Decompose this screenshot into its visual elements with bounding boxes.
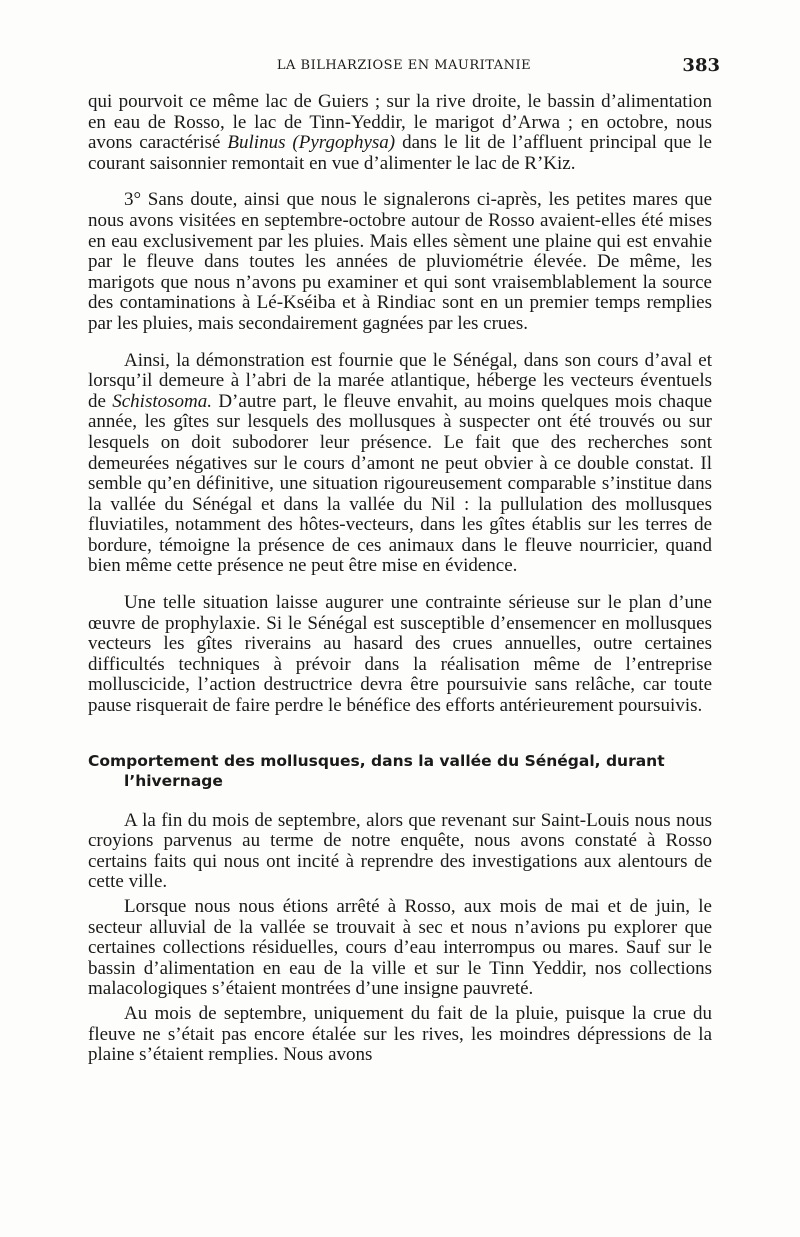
paragraph-5: A la fin du mois de septembre, alors que revenant sur Saint-Louis nous nous croyions parvenus au terme de notre enquête, nous avons constaté à Rosso certains faits qui nous ont incité à reprendre des investigations aux alentours de cette ville. <box>88 809 712 893</box>
section-heading-line-1: Comportement des mollusques, dans la vallée du Sénégal, durant <box>88 751 665 770</box>
paragraph-7: Au mois de septembre, uniquement du fait de la pluie, puisque la crue du fleuve ne s’était pas encore étalée sur les rives, les moindres dépressions de la plaine s’étaient remplies. Nous avons <box>88 1002 712 1066</box>
paragraph-3-text-a: Ainsi, la démonstration est fournie que le Sénégal, dans son cours d’aval et lorsqu’il demeure à l’abri de la marée atlantique, héberge les vecteurs éventuels de <box>88 349 712 412</box>
paragraph-2: 3° Sans doute, ainsi que nous le signalerons ci-après, les petites mares que nous avons visitées en septembre-octobre autour de Rosso avaient-elles été mises en eau exclusivement par les pluies. Mais elles sèment une plaine qui est envahie par le fleuve dans toutes les années de pluviométrie élevée. De même, les marigots que nous n’avons pu examiner et qui sont vraisemblablement la source des contaminations à Lé-Kséiba et à Rindiac sont en un premier temps remplies par les pluies, mais secondairement gagnées par les crues. <box>88 189 712 334</box>
paragraph-1-text-b: dans le lit de l’affluent principal que le courant saisonnier remontait en vue d’alimenter le lac de R’Kiz. <box>88 132 712 174</box>
running-header <box>88 55 720 79</box>
section-heading-line-2: l’hivernage <box>124 771 223 790</box>
page-number: 383 <box>682 55 720 76</box>
paragraph-3-text-b: D’autre part, le fleuve envahit, au moins quelques mois chaque année, les gîtes sur lesquels des mollusques à suspecter ont été trouvés ou sur lesquels on doit subodorer leur présence. Le fait que des recherches sont demeurées négatives sur le cours d’amont ne peut obvier à ce double constat. Il semble qu’en définitive, une situation rigoureusement comparable s’institue dans la vallée du Sénégal et dans la vallée du Nil : la pullulation des mollusques fluviatiles, notamment des hôtes-vecteurs, dans les gîtes établis sur les terres de bordure, témoigne la présence de ces animaux dans le fleuve nourricier, quand bien même cette présence ne peut être mise en évidence. <box>88 390 712 577</box>
species-name-bulinus: Bulinus (Pyrgophysa) <box>227 132 396 154</box>
paragraph-1-text-a: qui pourvoit ce même lac de Guiers ; sur la rive droite, le bassin d’alimentation en eau de Rosso, le lac de Tinn-Yeddir, le marigot d’Arwa ; en octobre, nous avons caractérisé <box>88 91 712 154</box>
paragraph-1 <box>88 92 712 174</box>
paragraph-4: Une telle situation laisse augurer une contrainte sérieuse sur le plan d’une œuvre de prophylaxie. Si le Sénégal est susceptible d’ensemencer en mollusques vecteurs les gîtes riverains au hasard des crues annuelles, outre certaines difficultés techniques à prévoir dans la réalisation même de l’entreprise molluscicide, l’action destructrice devra être poursuivie sans relâche, car toute pause risquerait de faire perdre le bénéfice des efforts antérieurement poursuivis. <box>88 592 712 717</box>
running-title: LA BILHARZIOSE EN MAURITANIE <box>276 58 532 73</box>
paragraph-6: Lorsque nous nous étions arrêté à Rosso, aux mois de mai et de juin, le secteur alluvial de la vallée se trouvait à sec et nous n’avions pu explorer que certaines collections résiduelles, cours d’eau interrompus ou mares. Sauf sur le bassin d’alimentation en eau de la ville et sur le Tinn Yeddir, nos collections malacologiques s’étaient montrées d’une insigne pauvreté. <box>88 896 712 1000</box>
section-heading <box>88 751 712 791</box>
paragraph-3 <box>88 351 712 578</box>
genus-name-schistosoma: Schistosoma. <box>112 390 212 412</box>
body-text <box>88 92 712 1066</box>
